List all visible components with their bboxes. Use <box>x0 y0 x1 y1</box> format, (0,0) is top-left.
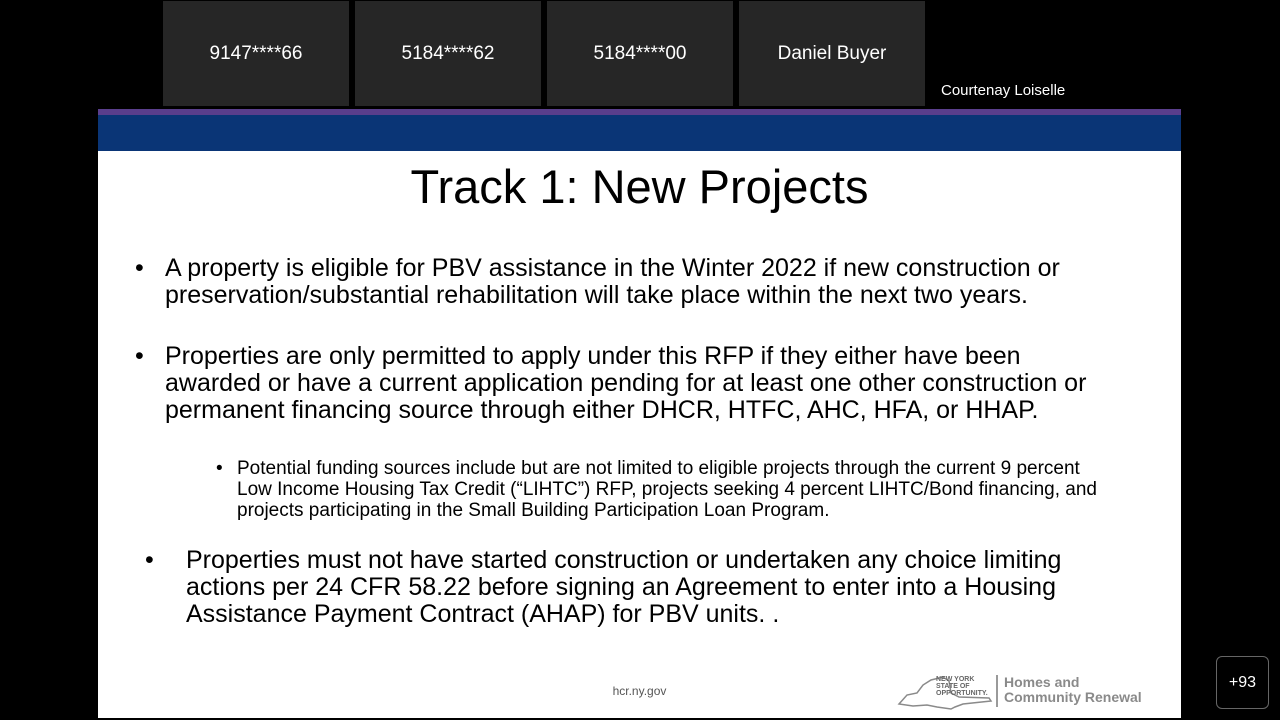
logo-divider <box>996 675 998 707</box>
participant-tile-1[interactable] <box>163 1 349 106</box>
bullet-icon: • <box>145 546 154 574</box>
slide-bullet <box>135 343 1095 424</box>
active-speaker-label: Courtenay Loiselle <box>941 82 1066 99</box>
slide-sub-bullet <box>216 458 1106 521</box>
participant-name: 5184****62 <box>401 42 495 64</box>
participant-name: 9147****66 <box>209 42 303 64</box>
participant-name: Daniel Buyer <box>777 42 887 64</box>
bullet-text: Properties are only permitted to apply under this RFP if they either have been awarded or have a current application pending for at least one other construction or permanent financing source through either DHCR, HTFC, AHC, HFA, or HHAP. <box>165 342 1087 424</box>
bullet-icon: • <box>135 342 144 370</box>
hcr-logo <box>893 671 1163 711</box>
slide-header-bar <box>98 115 1181 151</box>
bullet-icon: • <box>135 254 144 282</box>
slide-footer-url: hcr.ny.gov <box>612 684 667 698</box>
bullet-text: Properties must not have started construction or undertaken any choice limiting actions per 24 CFR 58.22 before signing an Agreement to enter into a Housing Assistance Payment Contract (AHAP) for PBV units. . <box>186 546 1062 628</box>
bullet-icon: • <box>216 458 223 479</box>
bullet-text: A property is eligible for PBV assistance in the Winter 2022 if new construction or preservation/substantial rehabilitation will take place within the next two years. <box>165 254 1060 309</box>
participant-name: 5184****00 <box>593 42 687 64</box>
more-participants-count: +93 <box>1228 673 1257 691</box>
participant-tile-3[interactable] <box>547 1 733 106</box>
logo-agency-line2: Community Renewal <box>1004 689 1142 705</box>
bullet-text: Potential funding sources include but are not limited to eligible projects through the current 9 percent Low Income Housing Tax Credit (“LIHTC”) RFP, projects seeking 4 percent LIHTC/Bond financing, and projects participating in the Small Building Participation Loan Program. <box>237 458 1097 521</box>
shared-slide <box>98 109 1181 718</box>
logo-agency-line1: Homes and <box>1004 674 1080 690</box>
logo-state-text: NEW YORK STATE OF OPPORTUNITY. <box>936 676 988 697</box>
more-participants-button[interactable] <box>1216 656 1269 709</box>
participant-tile-2[interactable] <box>355 1 541 106</box>
logo-agency-name <box>1004 675 1142 705</box>
slide-bullet <box>145 547 1105 628</box>
slide-bullet <box>135 255 1095 309</box>
slide-title: Track 1: New Projects <box>410 160 869 213</box>
participant-tile-4[interactable] <box>739 1 925 106</box>
